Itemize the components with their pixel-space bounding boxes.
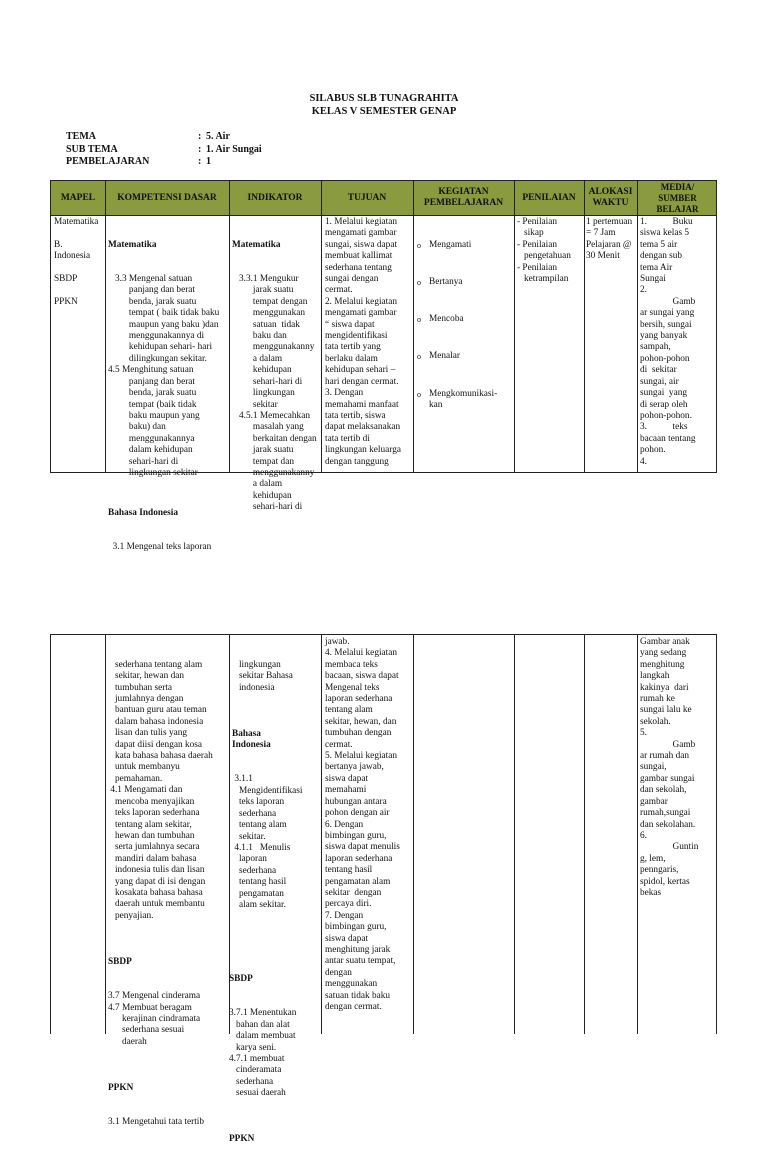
- kegiatan-text: Mencoba: [429, 314, 464, 325]
- subject-heading: Bahasa Indonesia: [232, 728, 271, 751]
- column-divider: [229, 181, 230, 472]
- kompetensi-dasar-cell: [108, 637, 228, 1128]
- kompetensi-text: 3.3 Mengenal satuan panjang dan berat benda, jarak suatu tempat ( baik tidak baku maupun yang baku )dan menggunakannya di kehidupan sehari- hari dilingkungan sekitar. 4.5 Menghitung satuan panjang dan berat benda, jarak suatu tempat (baik tidak baku maupun yang baku) dan menggunakannya dalam kehidupan sehari-hari di lingkungan sekitar: [108, 274, 220, 478]
- indikator-text: lingkungan sekitar Bahasa indonesia: [238, 659, 293, 693]
- subject-heading: SBDP: [108, 956, 132, 967]
- bullet-icon: o: [417, 315, 421, 325]
- column-divider: [413, 635, 414, 1034]
- column-divider: [413, 181, 414, 472]
- subject-heading: Matematika: [108, 239, 157, 250]
- media-sumber-cell: Gambar anak yang sedang menghitung langkah kakinya dari rumah ke sungai lalu ke sekolah. 5. Gamb ar rumah dan sungai, gambar sungai dan sekolah, gambar rumah,sungai dan sekolahan. 6. Guntin g, lem, penngaris, spidol, kertas bekas: [640, 637, 699, 898]
- bullet-icon: o: [417, 278, 421, 288]
- column-divider: [637, 181, 638, 472]
- meta-colon: :: [198, 143, 202, 155]
- meta-label: SUB TEMA: [66, 143, 118, 155]
- column-divider: [514, 635, 515, 1034]
- subject-heading: PPKN: [229, 1134, 255, 1145]
- kegiatan-cell: [417, 217, 513, 411]
- header-tujuan: TUJUAN: [347, 192, 387, 203]
- bullet-icon: o: [417, 352, 421, 362]
- meta-value: 1: [206, 156, 211, 167]
- title-line-1: SILABUS SLB TUNAGRAHITA: [309, 93, 459, 104]
- kegiatan-item: [417, 389, 513, 412]
- subject-heading: SBDP: [229, 974, 253, 985]
- subject-heading: PPKN: [108, 1083, 134, 1094]
- header-divider: [51, 215, 716, 216]
- indikator-cell: [229, 637, 320, 1145]
- meta-row-subtema: [66, 144, 262, 157]
- column-divider: [584, 181, 585, 472]
- kompetensi-text: 3.7 Mengenal cinderama 4.7 Membuat beragam kerajinan cindramata sederhana sesuai daerah: [108, 991, 201, 1047]
- column-divider: [637, 635, 638, 1034]
- title-line-2: KELAS V SEMESTER GENAP: [311, 106, 457, 117]
- bullet-icon: o: [417, 389, 421, 399]
- tujuan-cell: 1. Melalui kegiatan mengamati gambar sungai, siswa dapat membuat kallimat sederhana tentang sungai dengan cermat. 2. Melalui kegiatan mengamati gambar “ siswa dapat mengidentifikasi tata tertib yang berlaku dalam kehidupan sehari – hari dengan cermat. 3. Dengan memahami manfaat tata tertib, siswa dapat melaksanakan tata tertib di lingkungan keluarga dengan tanggung: [325, 217, 401, 467]
- subject-heading: Matematika: [232, 239, 281, 250]
- kegiatan-text: Mengamati: [429, 239, 472, 250]
- mapel-cell: Matematika B. Indonesia SBDP PPKN: [54, 217, 99, 307]
- kompetensi-dasar-cell: [108, 217, 228, 553]
- column-divider: [105, 635, 106, 1034]
- meta-colon: :: [198, 131, 202, 142]
- kompetensi-text: 3.1 Mengetahui tata tertib: [108, 1117, 205, 1128]
- meta-value: 1. Air Sungai: [206, 143, 262, 155]
- meta-row-pembelajaran: [66, 156, 262, 169]
- header-kompetensi-dasar: KOMPETENSI DASAR: [117, 192, 217, 203]
- header-alokasi-waktu: ALOKASI WAKTU: [588, 187, 633, 208]
- document-title: [0, 92, 768, 118]
- kegiatan-item: [417, 314, 513, 325]
- header-indikator: INDIKATOR: [247, 192, 303, 203]
- indikator-cell: [232, 217, 320, 513]
- syllabus-table-page-1: [50, 180, 717, 553]
- meta-label: PEMBELAJARAN: [66, 156, 150, 167]
- column-divider: [321, 181, 322, 472]
- meta-colon: :: [198, 156, 202, 167]
- kegiatan-item: [417, 351, 513, 362]
- kompetensi-text: sederhana tentang alam sekitar, hewan dan tumbuhan serta jumlahnya dengan bantuan guru atau teman dalam bahasa indonesia lisan dan tulis yang dapat diisi dengan kosa kata bahasa bahasa daerah untuk membanyu pemahaman. 4.1 Mengamati dan mencoba menyajikan teks laporan sederhana tentang alam sekitar, hewan dan tumbuhan serta jumlahnya secara mandiri dalam bahasa indonesia tulis dan lisan yang dapat di isi dengan kosakata bahasa bahasa daerah untuk membantu penyajian.: [110, 659, 213, 921]
- subject-heading: Bahasa Indonesia: [108, 508, 179, 519]
- indikator-text: 3.3.1 Mengukur jarak suatu tempat dengan menggunakan satuan tidak baku dan menggunakanny a dalam kehidupan sehari-hari di lingkungan sekitar 4.5.1 Memecahkan masalah yang berkaitan dengan jarak suatu tempat dan menggunakanny a dalam kehidupan sehari-hari di: [238, 274, 317, 513]
- header-penilaian: PENILAIAN: [522, 192, 576, 203]
- header-mapel: MAPEL: [60, 192, 96, 203]
- meta-value: 5. Air: [206, 131, 230, 142]
- column-divider: [514, 181, 515, 472]
- kegiatan-text: Menalar: [429, 351, 460, 362]
- header-kegiatan-pembelajaran: KEGIATAN PEMBELAJARAN: [423, 187, 504, 208]
- alokasi-waktu-cell: 1 pertemuan = 7 Jam Pelajaran @ 30 Menit: [586, 217, 633, 262]
- penilaian-cell: - Penilaian sikap - Penilaian pengetahuan - Penilaian ketrampilan: [517, 217, 571, 285]
- meta-block: [66, 131, 262, 169]
- kegiatan-text: Mengkomunikasi- kan: [429, 388, 498, 411]
- indikator-text: 3.7.1 Menentukan bahan dan alat dalam membuat karya seni. 4.7.1 membuat cinderamata sederhana sesuai daerah: [229, 1008, 297, 1099]
- kompetensi-text: 3.1 Mengenal teks laporan: [108, 542, 212, 553]
- tujuan-cell: jawab. 4. Melalui kegiatan membaca teks bacaan, siswa dapat Mengenal teks laporan sederhana tentang alam sekitar, hewan, dan tumbuhan dengan cermat. 5. Melalui kegiatan bertanya jawab, siswa dapat memahami hubungan antara pohon dengan air 6. Dengan bimbingan guru, siswa dapat menulis laporan sederhana tentang hasil pengamatan alam sekitar dengan percaya diri. 7. Dengan bimbingan guru, siswa dapat menghitung jarak antar suatu tempat, dengan menggunakan satuan tidak baku dengan cermat.: [325, 637, 400, 1012]
- kegiatan-item: [417, 240, 513, 251]
- kegiatan-text: Bertanya: [429, 277, 463, 288]
- meta-label: TEMA: [66, 131, 96, 142]
- header-media-sumber-belajar: MEDIA/ SUMBER BELAJAR: [656, 181, 699, 214]
- meta-row-tema: [66, 131, 262, 144]
- media-sumber-cell: 1. Buku siswa kelas 5 tema 5 air dengan sub tema Air Sungai 2. Gamb ar sungai yang bersih, sungai yang banyak sampah, pohon-pohon di sekitar sungai, air sungai yang di serap oleh pohon-pohon. 3. teks bacaan tentang pohon. 4.: [640, 217, 696, 467]
- bullet-icon: o: [417, 240, 421, 250]
- column-divider: [584, 635, 585, 1034]
- indikator-text: 3.1.1 Mengidentifikasi teks laporan sederhana tentang alam sekitar. 4.1.1 Menulis laporan sederhana tentang hasil pengamatan alam sekitar.: [234, 774, 303, 910]
- syllabus-table-page-2: [50, 634, 717, 1145]
- column-divider: [321, 635, 322, 1034]
- kegiatan-item: [417, 277, 513, 288]
